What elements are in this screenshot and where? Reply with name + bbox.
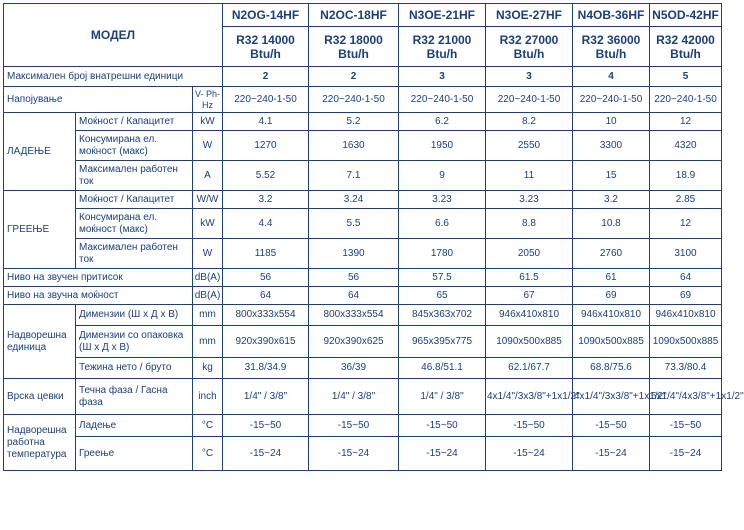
cell-value: 920x390x625 [309,326,399,358]
cell-value: 3.23 [399,191,486,209]
cell-value: -15~50 [223,415,309,437]
row-label: Греење [76,437,193,471]
cell-value: 36/39 [309,358,399,379]
cell-value: 946x410x810 [650,305,722,326]
cell-value: 2 [309,67,399,87]
cell-value: 2.85 [650,191,722,209]
cell-value: 57.5 [399,269,486,287]
row-label: Максимален број внатрешни единици [4,67,223,87]
unit-cell: inch [193,379,223,415]
row-label: Напојување [4,87,193,113]
model-spec-refrigerant: R32 36000 [581,32,641,47]
cell-value: 946x410x810 [573,305,650,326]
row-label: Димензии (Ш х Д х В) [76,305,193,326]
row-temp-heating [4,437,722,471]
model-spec-unit: Btu/h [426,46,458,61]
cell-value: 12 [650,209,722,239]
row-label: Ниво на звучна моќност [4,287,193,305]
cell-value: 56 [309,269,399,287]
cell-value: -15~24 [223,437,309,471]
cell-value: 3 [486,67,573,87]
cell-value: 800x333x554 [223,305,309,326]
cell-value: 220~240-1-50 [650,87,722,113]
cell-value: 800x333x554 [309,305,399,326]
group-heating: ГРЕЕЊЕ [4,191,76,269]
cell-value: 62.1/67.7 [486,358,573,379]
cell-value: 965x395x775 [399,326,486,358]
cell-value: 1/4" / 3/8" [309,379,399,415]
cell-value: 31.8/34.9 [223,358,309,379]
model-spec-refrigerant: R32 18000 [324,32,383,47]
group-pipe-connection: Врска цевки [4,379,76,415]
unit-cell: mm [193,305,223,326]
cell-value: 4320 [650,131,722,161]
model-spec-unit: Btu/h [513,46,545,61]
cell-value: 73.3/80.4 [650,358,722,379]
row-label: Максимален работен ток [76,161,193,191]
cell-value: 3100 [650,239,722,269]
model-spec-unit: Btu/h [670,46,701,61]
model-spec [650,27,722,67]
cell-value: 64 [650,269,722,287]
model-spec [486,27,573,67]
cell-value: 5x1/4"/4x3/8"+1x1/2" [650,379,722,415]
row-label: Консумирана ел. моќност (макс) [76,209,193,239]
row-label: Течна фаза / Гасна фаза [76,379,193,415]
cell-value: 3.24 [309,191,399,209]
cell-value: -15~24 [399,437,486,471]
cell-value: 1090x500x885 [486,326,573,358]
cell-value: 69 [650,287,722,305]
row-outdoor-dimensions [4,305,722,326]
unit-cell: V- Ph-Hz [193,87,223,113]
unit-cell: mm [193,326,223,358]
model-spec-unit: Btu/h [595,46,627,61]
cell-value: 64 [223,287,309,305]
cell-value: 1185 [223,239,309,269]
cell-value: 1090x500x885 [650,326,722,358]
model-spec [573,27,650,67]
cell-value: 946x410x810 [486,305,573,326]
row-label: Ладење [76,415,193,437]
unit-cell: A [193,161,223,191]
unit-cell: kW [193,209,223,239]
cell-value: -15~50 [573,415,650,437]
row-max-units [4,67,722,87]
cell-value: -15~50 [486,415,573,437]
cell-value: 220~240-1-50 [309,87,399,113]
row-sound-power [4,287,722,305]
cell-value: 11 [486,161,573,191]
unit-cell: W/W [193,191,223,209]
cell-value: 1630 [309,131,399,161]
model-name: N2OG-14HF [223,4,309,27]
cell-value: 2050 [486,239,573,269]
model-name: N5OD-42HF [650,4,722,27]
model-name: N3OE-27HF [486,4,573,27]
model-spec-refrigerant: R32 27000 [499,32,559,47]
row-label: Димензии со опаковка (Ш х Д х В) [76,326,193,358]
model-name: N3OE-21HF [399,4,486,27]
row-label: Моќност / Капацитет [76,113,193,131]
row-outdoor-weight [4,358,722,379]
cell-value: -15~50 [309,415,399,437]
model-spec-refrigerant: R32 21000 [412,32,472,47]
unit-cell: dB(A) [193,287,223,305]
cell-value: 4.1 [223,113,309,131]
cell-value: -15~24 [486,437,573,471]
row-outdoor-package-dimensions [4,326,722,358]
cell-value: 1950 [399,131,486,161]
cell-value: 1/4" / 3/8" [399,379,486,415]
model-label: МОДЕЛ [4,4,223,67]
row-label: Консумирана ел. моќност (макс) [76,131,193,161]
cell-value: 2550 [486,131,573,161]
cell-value: 6.2 [399,113,486,131]
row-cooling-current [4,161,722,191]
cell-value: 8.8 [486,209,573,239]
cell-value: -15~50 [650,415,722,437]
cell-value: 2760 [573,239,650,269]
cell-value: 7.1 [309,161,399,191]
row-label: Моќност / Капацитет [76,191,193,209]
model-spec [399,27,486,67]
row-pipe-connection [4,379,722,415]
row-label: Максимален работен ток [76,239,193,269]
cell-value: 1270 [223,131,309,161]
model-spec [223,27,309,67]
cell-value: 4 [573,67,650,87]
cell-value: 220~240-1-50 [573,87,650,113]
model-spec-unit: Btu/h [338,46,369,61]
row-cooling-capacity [4,113,722,131]
unit-cell: dB(A) [193,269,223,287]
cell-value: 18.9 [650,161,722,191]
group-cooling: ЛАДЕЊЕ [4,113,76,191]
spec-table [3,3,744,471]
group-operating-temperature: Надворешна работна температура [4,415,76,471]
cell-value: -15~24 [650,437,722,471]
row-temp-cooling [4,415,722,437]
cell-value: 3.2 [573,191,650,209]
cell-value: 5 [650,67,722,87]
cell-value: 5.5 [309,209,399,239]
row-heating-capacity [4,191,722,209]
cell-value: 12 [650,113,722,131]
cell-value: 6.6 [399,209,486,239]
cell-value: 64 [309,287,399,305]
model-name: N2OC-18HF [309,4,399,27]
cell-value: 9 [399,161,486,191]
cell-value: -15~50 [399,415,486,437]
cell-value: 10.8 [573,209,650,239]
cell-value: 61 [573,269,650,287]
cell-value: 65 [399,287,486,305]
unit-cell: W [193,131,223,161]
cell-value: 56 [223,269,309,287]
cell-value: 46.8/51.1 [399,358,486,379]
cell-value: 15 [573,161,650,191]
unit-cell: °C [193,437,223,471]
cell-value: 845x363x702 [399,305,486,326]
model-spec-refrigerant: R32 14000 [236,32,295,47]
model-spec-unit: Btu/h [250,46,281,61]
cell-value: 10 [573,113,650,131]
row-sound-pressure [4,269,722,287]
cell-value: -15~24 [309,437,399,471]
header-row-models [4,4,722,27]
unit-cell: kg [193,358,223,379]
row-heating-power [4,209,722,239]
cell-value: 1090x500x885 [573,326,650,358]
cell-value: 4.4 [223,209,309,239]
cell-value: 1390 [309,239,399,269]
row-label: Ниво на звучен притисок [4,269,193,287]
model-spec [309,27,399,67]
cell-value: 220~240-1-50 [399,87,486,113]
row-heating-current [4,239,722,269]
cell-value: 4x1/4"/3x3/8"+1x1/2" [573,379,650,415]
cell-value: -15~24 [573,437,650,471]
row-label: Тежина нето / бруто [76,358,193,379]
model-name: N4OB-36HF [573,4,650,27]
cell-value: 1/4" / 3/8" [223,379,309,415]
cell-value: 220~240-1-50 [486,87,573,113]
cell-value: 69 [573,287,650,305]
cell-value: 5.2 [309,113,399,131]
unit-cell: kW [193,113,223,131]
cell-value: 3300 [573,131,650,161]
row-cooling-power [4,131,722,161]
cell-value: 3 [399,67,486,87]
unit-cell: W [193,239,223,269]
row-power-supply [4,87,722,113]
cell-value: 5.52 [223,161,309,191]
cell-value: 3.23 [486,191,573,209]
cell-value: 3.2 [223,191,309,209]
unit-cell: °C [193,415,223,437]
model-spec-refrigerant: R32 42000 [656,32,715,47]
cell-value: 68.8/75.6 [573,358,650,379]
cell-value: 4x1/4"/3x3/8"+1x1/2" [486,379,573,415]
cell-value: 61.5 [486,269,573,287]
cell-value: 2 [223,67,309,87]
cell-value: 920x390x615 [223,326,309,358]
cell-value: 1780 [399,239,486,269]
cell-value: 220~240-1-50 [223,87,309,113]
group-outdoor-unit: Надворешна единица [4,305,76,379]
cell-value: 67 [486,287,573,305]
cell-value: 8.2 [486,113,573,131]
